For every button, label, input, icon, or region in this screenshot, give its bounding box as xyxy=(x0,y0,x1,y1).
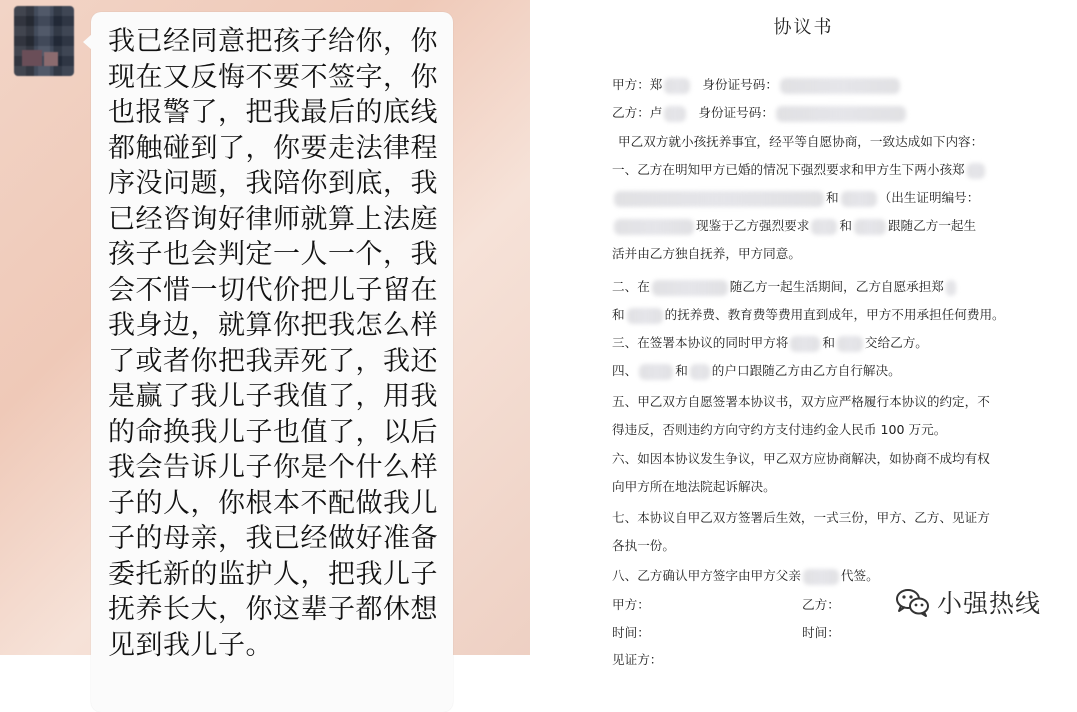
chat-line: 孩子也会判定一人一个，我 xyxy=(108,239,438,270)
signature-party-a-label: 甲方： xyxy=(612,597,650,612)
redaction xyxy=(803,569,839,585)
chat-line: 我会告诉儿子你是个什么样 xyxy=(108,452,438,483)
clause-1-line-1: 一、乙方在明知甲方已婚的情况下强烈要求和甲方生下两小孩郑 xyxy=(612,159,987,179)
time-party-b-label: 时间： xyxy=(802,625,840,640)
chat-line: 已经咨询好律师就算上法庭 xyxy=(108,203,438,235)
chat-line: 抚养长大，你这辈子都休想 xyxy=(108,594,438,625)
redaction xyxy=(664,106,686,122)
clause-7-line-2: 各执一份。 xyxy=(612,538,675,553)
signature-party-b-label: 乙方： xyxy=(802,597,840,612)
redaction xyxy=(854,219,886,235)
redaction xyxy=(841,191,877,207)
chat-message-bubble[interactable] xyxy=(91,12,453,712)
clause-6-line-1: 六、如因本协议发生争议，甲乙双方应协商解决，如协商不成均有权 xyxy=(612,451,990,466)
watermark-text: 小强热线 xyxy=(936,589,1041,618)
chat-line: 是赢了我儿子我值了，用我 xyxy=(108,381,438,412)
clause-1-line-3: 现鉴于乙方强烈要求 和 跟随乙方一起生 xyxy=(612,215,976,235)
clause-8-line: 八、乙方确认甲方签字由甲方父亲 代签。 xyxy=(612,568,879,583)
chat-line: 我已经同意把孩子给你，你 xyxy=(108,26,438,57)
redaction xyxy=(946,280,956,296)
chat-line: 都触碰到了，你要走法律程 xyxy=(108,132,438,164)
clause-2-line-1: 二、在 随乙方一起生活期间，乙方自愿承担郑 xyxy=(612,276,958,296)
redaction xyxy=(837,336,863,352)
witness-label: 见证方： xyxy=(612,652,663,667)
redaction xyxy=(690,364,710,380)
clause-2-line-2: 和 的抚养费、教育费等费用直到成年，甲方不用承担任何费用。 xyxy=(612,307,1005,322)
chat-line: 的命换我儿子也值了，以后 xyxy=(108,416,438,448)
chat-message-text xyxy=(108,24,443,663)
chat-line: 委托新的监护人，把我儿子 xyxy=(108,558,438,590)
chat-line: 序没问题，我陪你到底，我 xyxy=(108,168,438,199)
clause-4-line: 四、 和 的户口跟随乙方由乙方自行解决。 xyxy=(612,363,901,378)
chat-line: 也报警了，把我最后的底线 xyxy=(108,97,438,128)
party-b-line: 乙方：卢 身份证号码： xyxy=(612,102,908,122)
chat-line: 见到我儿子。 xyxy=(108,629,273,661)
party-a-line: 甲方：郑 身份证号码： xyxy=(612,74,902,94)
document-title: 协议书 xyxy=(773,17,834,38)
clause-5-line-1: 五、甲乙双方自愿签署本协议书，双方应严格履行本协议的约定，不 xyxy=(612,394,990,409)
avatar[interactable] xyxy=(14,6,74,76)
agreement-document xyxy=(530,0,1077,667)
redaction xyxy=(614,191,824,207)
clause-6-line-2: 向甲方所在地法院起诉解决。 xyxy=(612,479,776,494)
redaction xyxy=(627,308,663,324)
redaction xyxy=(776,106,906,122)
chat-line: 会不惜一切代价把儿子留在 xyxy=(108,274,438,306)
chat-line: 子的母亲，我已经做好准备 xyxy=(108,523,438,554)
chat-line: 了或者你把我弄死了，我还 xyxy=(108,345,438,377)
redaction xyxy=(780,78,900,94)
chat-line: 现在又反悔不要不签字，你 xyxy=(108,61,438,93)
chat-line: 子的人，你根本不配做我儿 xyxy=(108,487,438,519)
intro-line: 甲乙双方就小孩抚养事宜，经平等自愿协商，一致达成如下内容： xyxy=(618,134,984,149)
redaction xyxy=(639,364,673,380)
redaction xyxy=(790,336,820,352)
watermark xyxy=(895,584,1041,620)
clause-1-line-2: 和 （出生证明编号： xyxy=(612,187,979,207)
redaction xyxy=(664,78,690,94)
chat-panel xyxy=(0,0,530,661)
redaction xyxy=(811,219,837,235)
redaction xyxy=(614,219,694,235)
clause-7-line-1: 七、本协议自甲乙双方签署后生效，一式三份，甲方、乙方、见证方 xyxy=(612,510,990,525)
wechat-icon xyxy=(895,587,931,617)
clause-5-line-2: 得违反，否则违约方向守约方支付违约金人民币 100 万元。 xyxy=(612,422,947,437)
chat-line: 我身边，就算你把我怎么样 xyxy=(108,310,438,341)
redaction xyxy=(652,280,728,296)
time-party-a-label: 时间： xyxy=(612,625,650,640)
clause-1-line-4: 活并由乙方独自抚养，甲方同意。 xyxy=(612,246,801,261)
redaction xyxy=(967,163,985,179)
clause-3-line: 三、在签署本协议的同时甲方将 和 交给乙方。 xyxy=(612,335,928,350)
